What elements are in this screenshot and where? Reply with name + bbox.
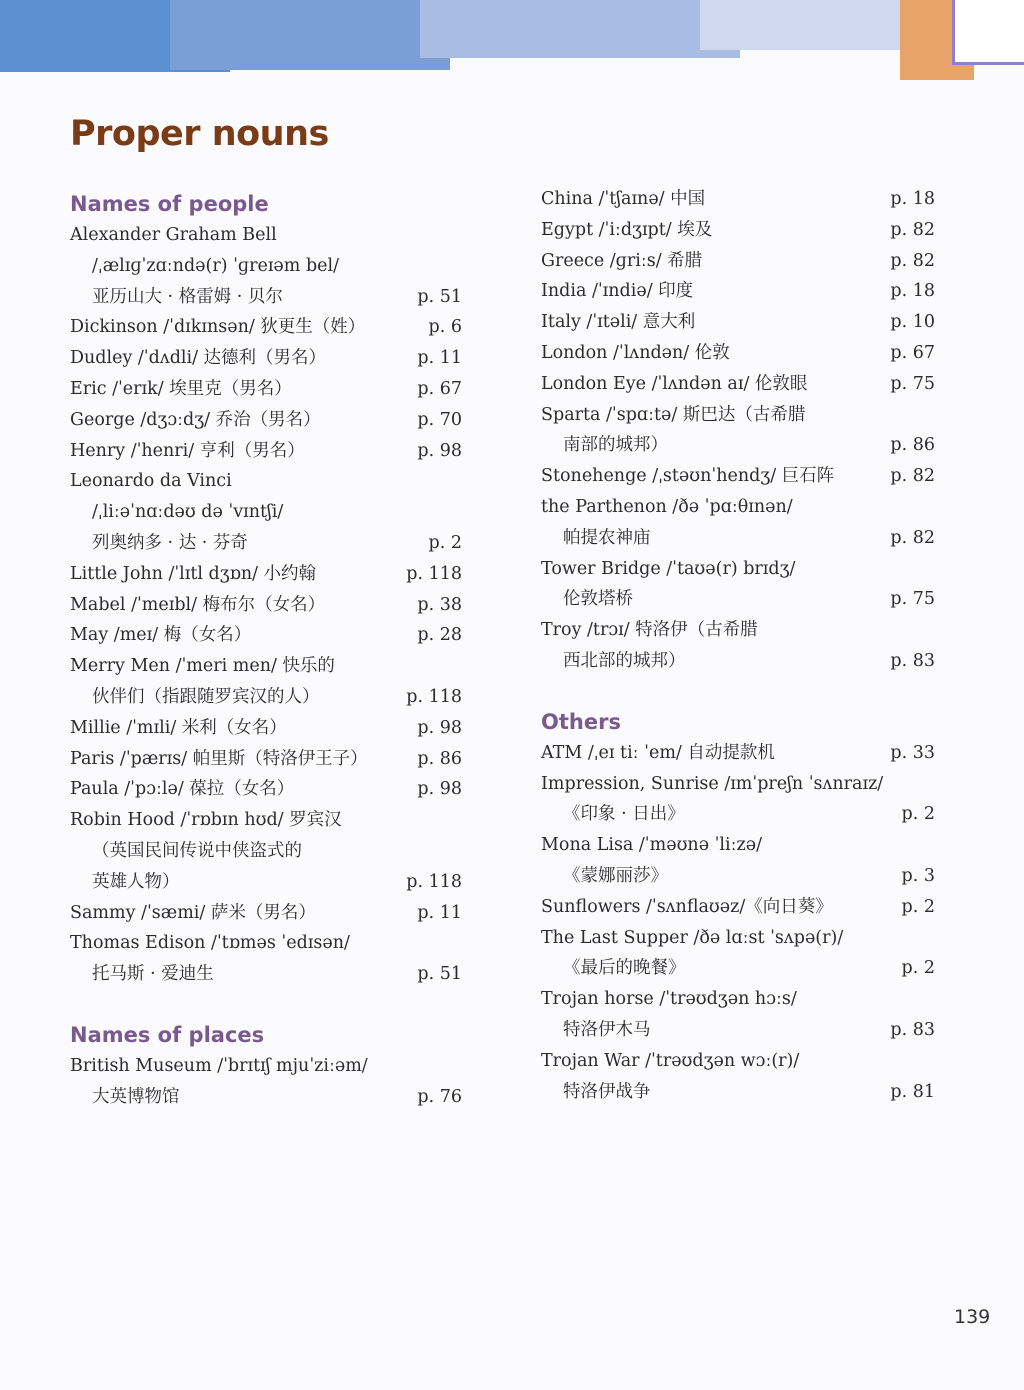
entry-page-ref: p. 18 <box>890 189 935 209</box>
entry-page-ref: p. 82 <box>890 250 935 271</box>
index-entry <box>541 400 941 462</box>
index-entry <box>70 405 470 436</box>
entry-page-ref: p. 67 <box>417 378 462 399</box>
entry-term: Greece /ɡriːs/ 希腊 <box>541 250 703 271</box>
entry-page-ref: p. 2 <box>901 958 935 979</box>
entry-page-ref: p. 3 <box>901 865 935 886</box>
entry-term: China /ˈtʃaɪnə/ 中国 <box>541 189 706 209</box>
entry-term: May /meɪ/ 梅（女名） <box>70 625 252 646</box>
entry-term: Sunflowers /ˈsʌnflaʊəz/《向日葵》 <box>541 896 833 917</box>
entry-term: India /ˈɪndiə/ 印度 <box>541 281 694 302</box>
entry-page-ref: p. 118 <box>406 871 462 892</box>
banner-block-light-blue <box>420 0 740 58</box>
entry-continuation: 《印象 · 日出》 <box>563 804 685 825</box>
entry-page-ref: p. 82 <box>890 527 935 548</box>
entry-page-ref: p. 81 <box>890 1081 935 1102</box>
entry-term: Henry /ˈhenri/ 亨利（男名） <box>70 440 305 461</box>
entry-page-ref: p. 82 <box>890 219 935 240</box>
entry-term: Eric /ˈerɪk/ 埃里克（男名） <box>70 378 292 399</box>
left-column <box>70 188 470 1113</box>
entry-term: Trojan War /ˈtrəʊdʒən wɔː(r)/ <box>541 1050 800 1071</box>
entry-page-ref: p. 11 <box>417 348 462 369</box>
index-entry <box>70 343 470 374</box>
entry-page-ref: p. 86 <box>417 748 462 769</box>
entry-continuation: 列奥纳多 · 达 · 芬奇 <box>92 532 248 553</box>
entry-page-ref: p. 51 <box>417 286 462 307</box>
entry-page-ref: p. 76 <box>417 1086 462 1107</box>
index-entry <box>541 338 941 369</box>
entry-page-ref: p. 98 <box>417 440 462 461</box>
entry-continuation: /ˌælɪɡˈzɑːndə(r) ˈɡreɪəm bel/ <box>92 255 339 276</box>
entry-page-ref: p. 118 <box>406 563 462 584</box>
index-entry <box>541 892 941 923</box>
entry-page-ref: p. 83 <box>890 1019 935 1040</box>
index-entry <box>541 830 941 892</box>
entry-page-ref: p. 86 <box>890 435 935 456</box>
entry-continuation: 特洛伊战争 <box>563 1081 651 1102</box>
entry-term: ATM /ˌeɪ tiː ˈem/ 自动提款机 <box>541 742 775 763</box>
entry-continuation: 《蒙娜丽莎》 <box>563 865 668 886</box>
section-heading: Others <box>541 709 621 734</box>
entry-page-ref: p. 33 <box>890 742 935 763</box>
entry-page-ref: p. 98 <box>417 717 462 738</box>
entry-page-ref: p. 38 <box>417 594 462 615</box>
entry-page-ref: p. 118 <box>406 686 462 707</box>
index-entry <box>541 554 941 616</box>
entry-page-ref: p. 2 <box>428 532 462 553</box>
entry-term: George /dʒɔːdʒ/ 乔治（男名） <box>70 409 321 430</box>
index-entry <box>70 651 470 713</box>
entry-continuation: 托马斯 · 爱迪生 <box>92 964 214 985</box>
entry-continuation: 亚历山大 · 格雷姆 · 贝尔 <box>92 286 283 307</box>
index-entry <box>70 374 470 405</box>
entry-term: Alexander Graham Bell <box>70 225 277 245</box>
page-title: Proper nouns <box>70 114 329 154</box>
entry-page-ref: p. 70 <box>417 409 462 430</box>
entry-term: Trojan horse /ˈtrəʊdʒən hɔːs/ <box>541 989 797 1010</box>
index-entry <box>70 590 470 621</box>
right-column <box>541 184 941 1107</box>
index-entry <box>70 805 470 897</box>
entry-page-ref: p. 51 <box>417 964 462 985</box>
entry-page-ref: p. 6 <box>428 317 462 338</box>
index-entry <box>70 774 470 805</box>
entry-page-ref: p. 28 <box>417 625 462 646</box>
index-entry <box>70 620 470 651</box>
entry-page-ref: p. 83 <box>890 650 935 671</box>
index-entry <box>541 769 941 831</box>
index-entry <box>70 744 470 775</box>
index-entry <box>541 461 941 492</box>
index-entry <box>541 738 941 769</box>
entry-continuation: 英雄人物） <box>92 871 180 892</box>
banner-block-white <box>952 0 1024 65</box>
entry-page-ref: p. 75 <box>890 589 935 610</box>
entry-term: Little John /ˈlɪtl dʒɒn/ 小约翰 <box>70 563 317 584</box>
entry-page-ref: p. 75 <box>890 373 935 394</box>
entry-term: Paris /ˈpærɪs/ 帕里斯（特洛伊王子） <box>70 748 368 769</box>
index-entry <box>70 928 470 990</box>
entry-term: British Museum /ˈbrɪtɪʃ mjuˈziːəm/ <box>70 1055 368 1076</box>
index-entry <box>70 312 470 343</box>
entry-page-ref: p. 2 <box>901 804 935 825</box>
banner-block-mid-blue <box>170 0 450 70</box>
index-entry <box>541 246 941 277</box>
entry-term: Impression, Sunrise /ɪmˈpreʃn ˈsʌnraɪz/ <box>541 773 884 794</box>
index-entry <box>541 369 941 400</box>
index-entry <box>541 184 941 215</box>
entry-term: Merry Men /ˈmeri men/ 快乐的 <box>70 656 335 677</box>
entry-term: Troy /trɔɪ/ 特洛伊（古希腊 <box>541 620 758 641</box>
index-entry <box>541 276 941 307</box>
entry-continuation: 特洛伊木马 <box>563 1019 651 1040</box>
index-entry <box>70 220 470 312</box>
entry-page-ref: p. 67 <box>890 342 935 363</box>
index-entry <box>70 713 470 744</box>
entry-continuation: 帕提农神庙 <box>563 527 651 548</box>
index-entry <box>541 492 941 554</box>
index-entry <box>541 984 941 1046</box>
entry-term: Egypt /ˈiːdʒɪpt/ 埃及 <box>541 219 713 240</box>
index-entry <box>70 1051 470 1113</box>
index-entry <box>70 436 470 467</box>
entry-term: Stonehenge /ˌstəʊnˈhendʒ/ 巨石阵 <box>541 466 835 487</box>
entry-continuation: 南部的城邦） <box>563 435 668 456</box>
index-entry <box>70 898 470 929</box>
entry-term: London Eye /ˈlʌndən aɪ/ 伦敦眼 <box>541 373 808 394</box>
entry-page-ref: p. 18 <box>890 281 935 302</box>
page-number: 139 <box>954 1306 991 1328</box>
entry-term: Tower Bridge /ˈtaʊə(r) brɪdʒ/ <box>541 558 796 579</box>
entry-term: Sparta /ˈspɑːtə/ 斯巴达（古希腊 <box>541 404 806 425</box>
entry-page-ref: p. 98 <box>417 779 462 800</box>
entry-term: Mabel /ˈmeɪbl/ 梅布尔（女名） <box>70 594 326 615</box>
entry-continuation: 大英博物馆 <box>92 1086 180 1107</box>
header-banner <box>0 0 1024 80</box>
index-entry <box>541 307 941 338</box>
entry-term: the Parthenon /ðə ˈpɑːθɪnən/ <box>541 496 793 517</box>
index-entry <box>541 615 941 677</box>
entry-term: Dickinson /ˈdɪkɪnsən/ 狄更生（姓） <box>70 317 366 338</box>
entry-term: Leonardo da Vinci <box>70 471 232 492</box>
entry-term: The Last Supper /ðə lɑːst ˈsʌpə(r)/ <box>541 927 844 948</box>
index-entry <box>541 923 941 985</box>
entry-continuation: /ˌliːəˈnɑːdəʊ də ˈvɪntʃi/ <box>92 502 284 523</box>
entry-term: Millie /ˈmɪli/ 米利（女名） <box>70 717 287 738</box>
entry-page-ref: p. 82 <box>890 466 935 487</box>
entry-page-ref: p. 10 <box>890 312 935 333</box>
entry-continuation: （英国民间传说中侠盗式的 <box>92 840 302 861</box>
index-entry <box>541 215 941 246</box>
entry-term: Dudley /ˈdʌdli/ 达德利（男名） <box>70 348 327 369</box>
index-entry <box>70 559 470 590</box>
section-heading: Names of places <box>70 1022 265 1047</box>
entry-term: Mona Lisa /ˈməʊnə ˈliːzə/ <box>541 835 762 856</box>
index-entry <box>70 466 470 558</box>
section-heading: Names of people <box>70 192 269 216</box>
entry-term: Sammy /ˈsæmi/ 萨米（男名） <box>70 902 316 923</box>
entry-term: Italy /ˈɪtəli/ 意大利 <box>541 312 696 333</box>
entry-term: Robin Hood /ˈrɒbɪn hʊd/ 罗宾汉 <box>70 810 342 831</box>
index-entry <box>541 1046 941 1108</box>
entry-page-ref: p. 11 <box>417 902 462 923</box>
entry-term: Paula /ˈpɔːlə/ 葆拉（女名） <box>70 779 295 800</box>
entry-continuation: 《最后的晚餐》 <box>563 958 686 979</box>
entry-continuation: 伙伴们（指跟随罗宾汉的人） <box>92 686 320 707</box>
entry-term: Thomas Edison /ˈtɒməs ˈedɪsən/ <box>70 933 350 954</box>
entry-continuation: 伦敦塔桥 <box>563 589 633 610</box>
entry-term: London /ˈlʌndən/ 伦敦 <box>541 342 730 363</box>
entry-page-ref: p. 2 <box>901 896 935 917</box>
entry-continuation: 西北部的城邦） <box>563 650 686 671</box>
